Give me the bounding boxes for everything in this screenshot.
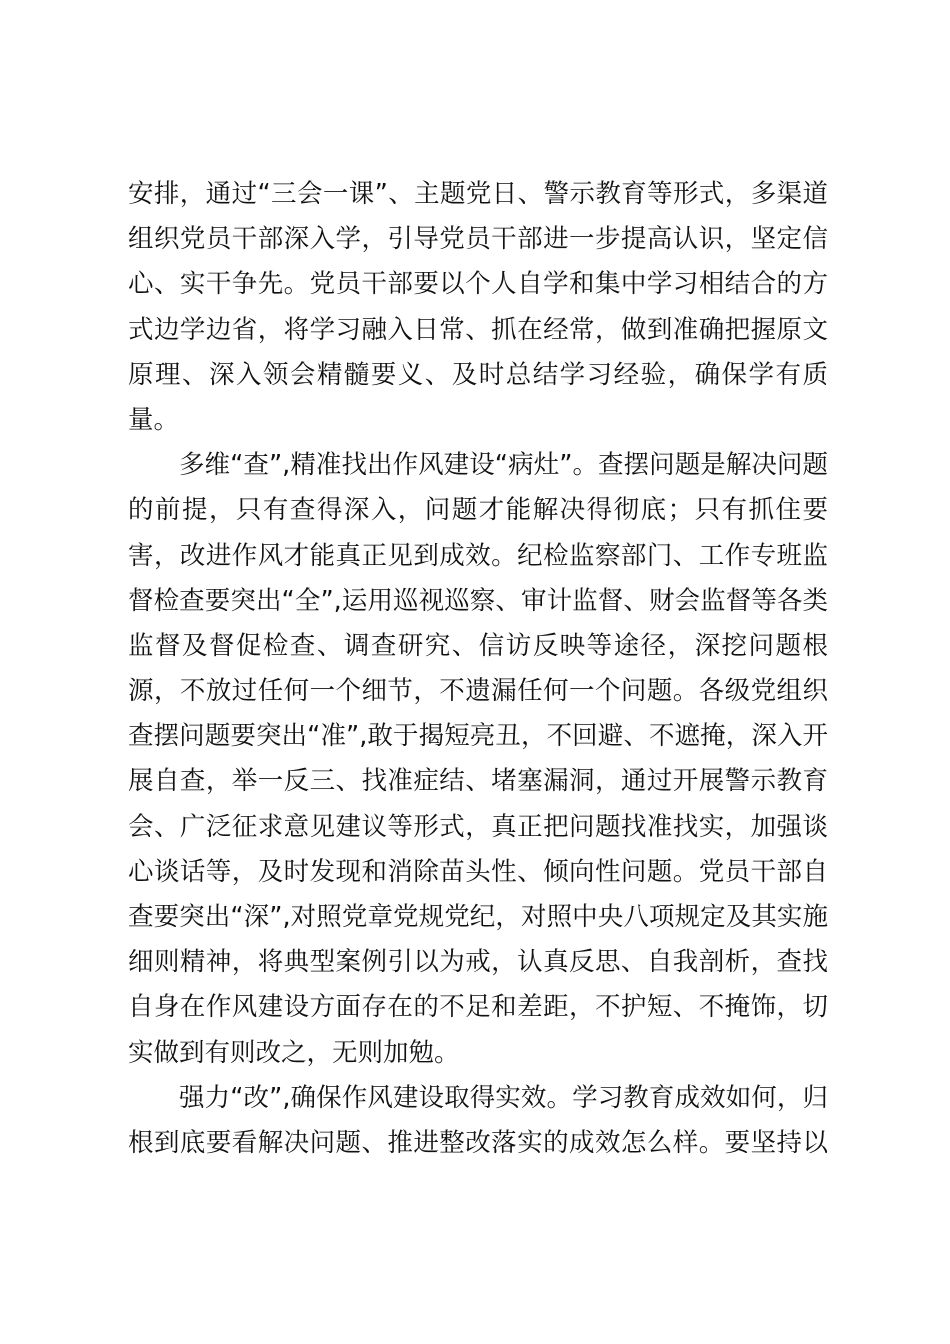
text-line: 自身在作风建设方面存在的不足和差距，不护短、不掩饰，切	[128, 992, 828, 1023]
text-line: 原理、深入领会精髓要义、及时总结学习经验，确保学有质	[128, 359, 828, 390]
text-line: 细则精神，将典型案例引以为戒，认真反思、自我剖析，查找	[128, 947, 828, 978]
text-line: 根到底要看解决问题、推进整改落实的成效怎么样。要坚持以	[128, 1127, 828, 1158]
paragraph-first-line: 多维“查”,精准找出作风建设“病灶”。查摆问题是解决问题	[179, 450, 828, 481]
text-line: 组织党员干部深入学，引导党员干部进一步提高认识，坚定信	[128, 224, 828, 255]
text-line: 督检查要突出“全”,运用巡视巡察、审计监督、财会监督等各类	[128, 585, 828, 616]
text-line: 展自查，举一反三、找准症结、堵塞漏洞，通过开展警示教育	[128, 766, 828, 797]
text-line: 量。	[128, 404, 180, 435]
text-line: 安排，通过“三会一课”、主题党日、警示教育等形式，多渠道	[128, 179, 828, 209]
text-line: 心谈话等，及时发现和消除苗头性、倾向性问题。党员干部自	[128, 856, 828, 887]
text-line: 实做到有则改之，无则加勉。	[128, 1037, 460, 1068]
text-line: 心、实干争先。党员干部要以个人自学和集中学习相结合的方	[128, 269, 828, 300]
paragraph-first-line: 强力“改”,确保作风建设取得实效。学习教育成效如何，归	[179, 1082, 828, 1113]
text-line: 查摆问题要突出“准”,敢于揭短亮丑，不回避、不遮掩，深入开	[128, 721, 828, 752]
text-line: 监督及督促检查、调查研究、信访反映等途径，深挖问题根	[128, 630, 828, 661]
text-line: 害，改进作风才能真正见到成效。纪检监察部门、工作专班监	[128, 540, 828, 571]
text-line: 查要突出“深”,对照党章党规党纪，对照中央八项规定及其实施	[128, 902, 828, 932]
text-line: 源，不放过任何一个细节，不遗漏任何一个问题。各级党组织	[128, 676, 828, 707]
text-line: 会、广泛征求意见建议等形式，真正把问题找准找实，加强谈	[128, 811, 828, 842]
text-line: 式边学边省，将学习融入日常、抓在经常，做到准确把握原文	[128, 314, 828, 345]
text-line: 的前提，只有查得深入，问题才能解决得彻底；只有抓住要	[128, 495, 828, 526]
body-text	[128, 172, 828, 1166]
